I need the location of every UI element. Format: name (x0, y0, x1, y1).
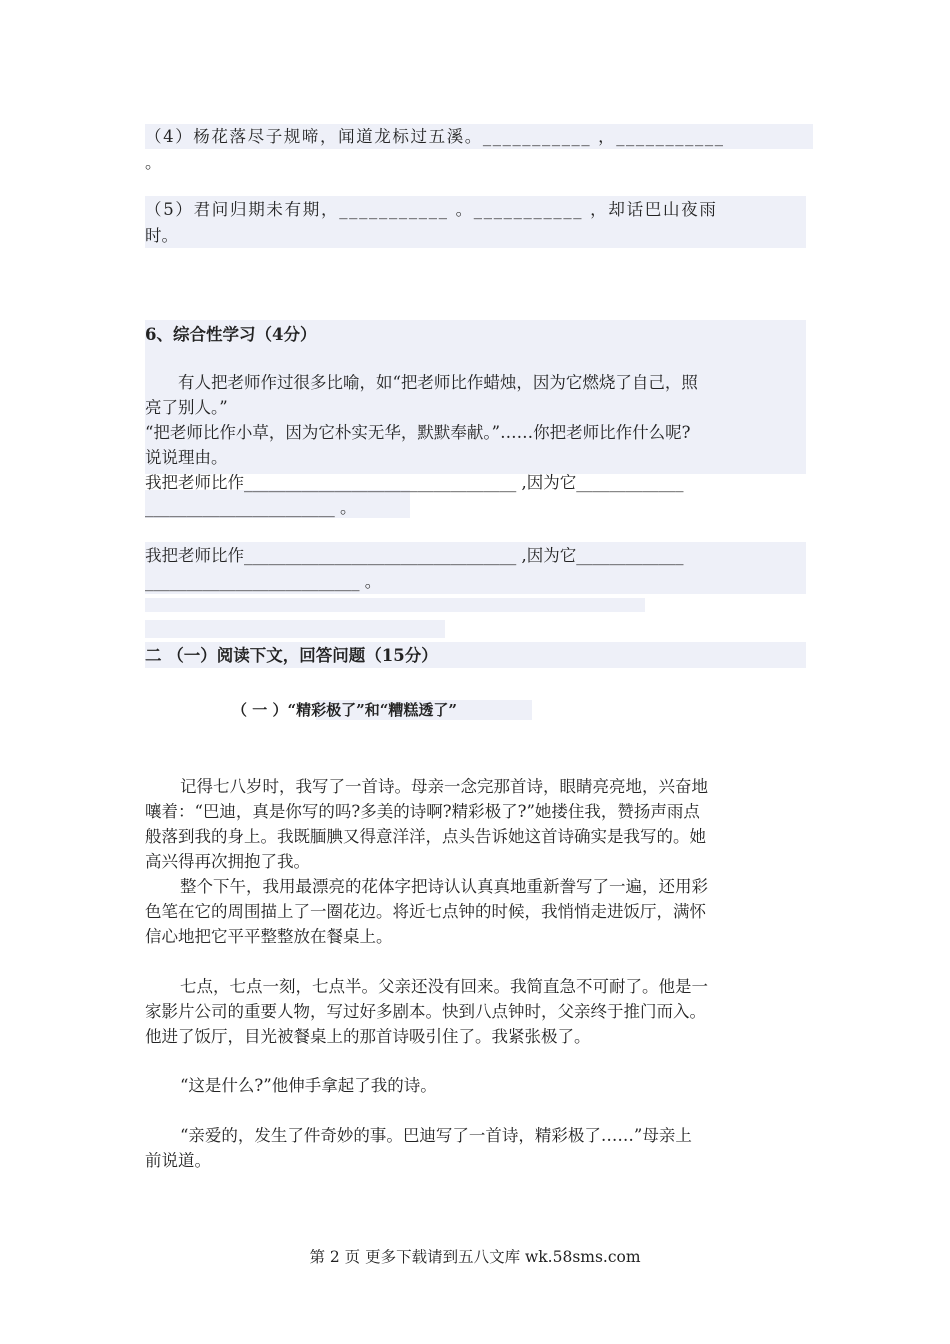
shade-block (145, 620, 445, 638)
poem-q4-line2: 。 (145, 153, 162, 172)
q6-answer2-line1: 我把老师比作_________________________________ ,因为它_____________ (145, 546, 684, 565)
q6-answer2-line2: __________________________ 。 (145, 572, 382, 591)
poem-q5-line2: 时。 (145, 226, 178, 245)
q6-intro-line1: 有人把老师作过很多比喻，如“把老师比作蜡烛，因为它燃烧了自己，照 (178, 373, 698, 392)
passage-p2-line3: 信心地把它平平整整放在餐桌上。 (145, 927, 393, 946)
passage-p3-line2: 家影片公司的重要人物，写过好多剧本。快到八点钟时，父亲终于推门而入。 (145, 1002, 706, 1021)
passage-p3-line3: 他进了饭厅，目光被餐桌上的那首诗吸引住了。我紧张极了。 (145, 1027, 591, 1046)
passage-p1-line1: 记得七八岁时，我写了一首诗。母亲一念完那首诗，眼睛亮亮地，兴奋地 (180, 777, 708, 796)
passage-p1-line3: 般落到我的身上。我既腼腆又得意洋洋，点头告诉她这首诗确实是我写的。她 (145, 827, 706, 846)
q6-intro-line3: “把老师比作小草，因为它朴实无华，默默奉献。”……你把老师比作什么呢? (145, 423, 691, 442)
shade-block (145, 598, 645, 612)
passage-p1-line2: 嚷着：“巴迪，真是你写的吗?多美的诗啊?精彩极了?”她搂住我，赞扬声雨点 (145, 802, 700, 821)
poem-q4-line1: （4）杨花落尽子规啼，闻道龙标过五溪。___________ ，___________ (145, 127, 725, 146)
poem-q5-line1: （5）君问归期未有期，___________ 。___________ ，却话巴山夜雨 (145, 200, 718, 219)
page-footer: 第 2 页 更多下载请到五八文库 wk.58sms.com (309, 1248, 641, 1266)
q6-answer1-line1: 我把老师比作_________________________________ ,因为它_____________ (145, 473, 684, 492)
section2-heading: 二 （一）阅读下文，回答问题（15分） (145, 646, 438, 665)
passage-p3-line1: 七点，七点一刻，七点半。父亲还没有回来。我简直急不可耐了。他是一 (180, 977, 708, 996)
q6-intro-line4: 说说理由。 (145, 448, 228, 467)
passage-p5-line2: 前说道。 (145, 1151, 211, 1170)
passage-title: （ 一 ）“精彩极了”和“糟糕透了” (232, 701, 457, 719)
passage-p1-line4: 高兴得再次拥抱了我。 (145, 852, 310, 871)
q6-heading: 6、综合性学习（4分） (145, 325, 317, 344)
passage-p2-line1: 整个下午，我用最漂亮的花体字把诗认认真真地重新誊写了一遍，还用彩 (180, 877, 708, 896)
passage-p5-line1: “亲爱的，发生了件奇妙的事。巴迪写了一首诗，精彩极了……”母亲上 (180, 1126, 692, 1145)
q6-intro-line2: 亮了别人。” (145, 398, 228, 417)
passage-p4-line1: “这是什么?”他伸手拿起了我的诗。 (180, 1076, 437, 1095)
q6-answer1-line2: _______________________ 。 (145, 498, 357, 517)
passage-p2-line2: 色笔在它的周围描上了一圈花边。将近七点钟的时候，我悄悄走进饭厅，满怀 (145, 902, 706, 921)
